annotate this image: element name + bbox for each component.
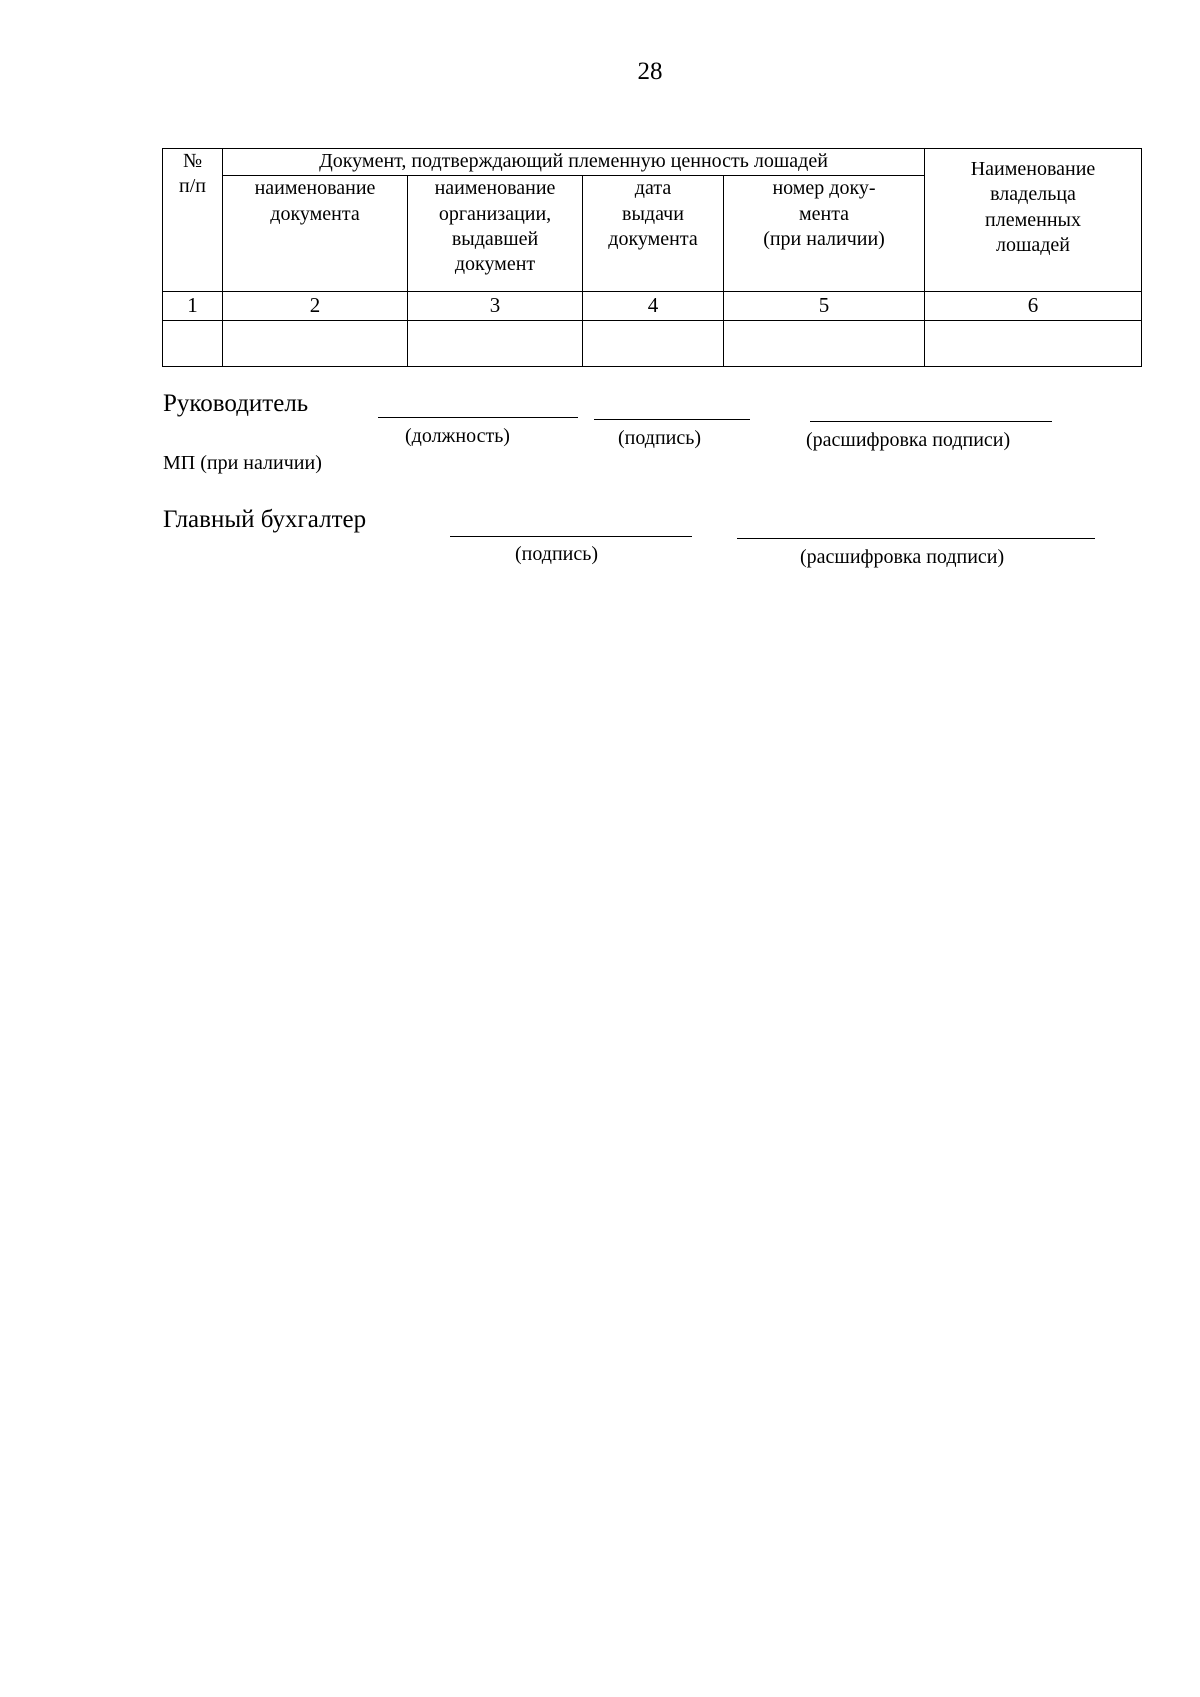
empty-cell[interactable] — [408, 320, 583, 366]
decoding-caption: (расшифровка подписи) — [806, 429, 1011, 451]
accountant-decoding-line — [737, 538, 1095, 539]
position-caption: (должность) — [405, 425, 510, 447]
column-number: 3 — [408, 291, 583, 320]
header-document-name-line: документа — [270, 202, 360, 225]
header-number-sign: № — [182, 150, 203, 172]
header-document-number — [724, 176, 925, 292]
header-owner-name — [925, 149, 1142, 292]
column-number: 1 — [163, 291, 223, 320]
header-document-number-line: номер доку- — [772, 177, 876, 200]
header-organization-line: документ — [454, 253, 536, 276]
head-label: Руководитель — [163, 390, 309, 417]
empty-cell[interactable] — [724, 320, 925, 366]
page-number: 28 — [637, 58, 663, 85]
horse-document-table — [162, 148, 1142, 367]
header-owner-line: владельца — [990, 183, 1076, 206]
header-document-name-line: наименование — [254, 177, 376, 200]
decoding-line — [810, 421, 1052, 422]
accountant-decoding-caption: (расшифровка подписи) — [800, 546, 1005, 568]
stamp-note: МП (при наличии) — [163, 452, 322, 474]
header-issue-date-line: дата — [634, 177, 672, 200]
header-document-number-line: мента — [798, 202, 850, 225]
header-owner-line: лошадей — [996, 234, 1071, 257]
signature-line — [594, 419, 750, 420]
empty-cell[interactable] — [925, 320, 1142, 366]
header-owner-line: Наименование — [970, 158, 1096, 180]
signature-caption: (подпись) — [618, 427, 702, 449]
empty-cell[interactable] — [163, 320, 223, 366]
header-number-abbr: п/п — [179, 175, 206, 198]
header-issue-date-line: выдачи — [622, 202, 684, 225]
header-organization-line: выдавшей — [451, 227, 539, 250]
header-organization-line: наименование — [434, 177, 556, 200]
header-issuing-organization — [408, 176, 583, 292]
header-organization-line: организации, — [438, 202, 552, 225]
column-number: 2 — [223, 291, 408, 320]
empty-cell[interactable] — [583, 320, 724, 366]
header-row-number — [163, 149, 223, 292]
column-number: 4 — [583, 291, 724, 320]
header-issue-date — [583, 176, 724, 292]
chief-accountant-label: Главный бухгалтер — [163, 506, 367, 533]
header-document-name — [223, 176, 408, 292]
column-number: 5 — [724, 291, 925, 320]
empty-cell[interactable] — [223, 320, 408, 366]
header-issue-date-line: документа — [608, 227, 698, 250]
column-number: 6 — [925, 291, 1142, 320]
header-document-group: Документ, подтверждающий племенную ценность лошадей — [223, 149, 925, 176]
accountant-signature-line — [450, 536, 692, 537]
header-owner-line: племенных — [985, 208, 1081, 231]
position-line — [378, 417, 578, 418]
header-document-number-line: (при наличии) — [763, 227, 885, 250]
accountant-signature-caption: (подпись) — [515, 543, 599, 565]
